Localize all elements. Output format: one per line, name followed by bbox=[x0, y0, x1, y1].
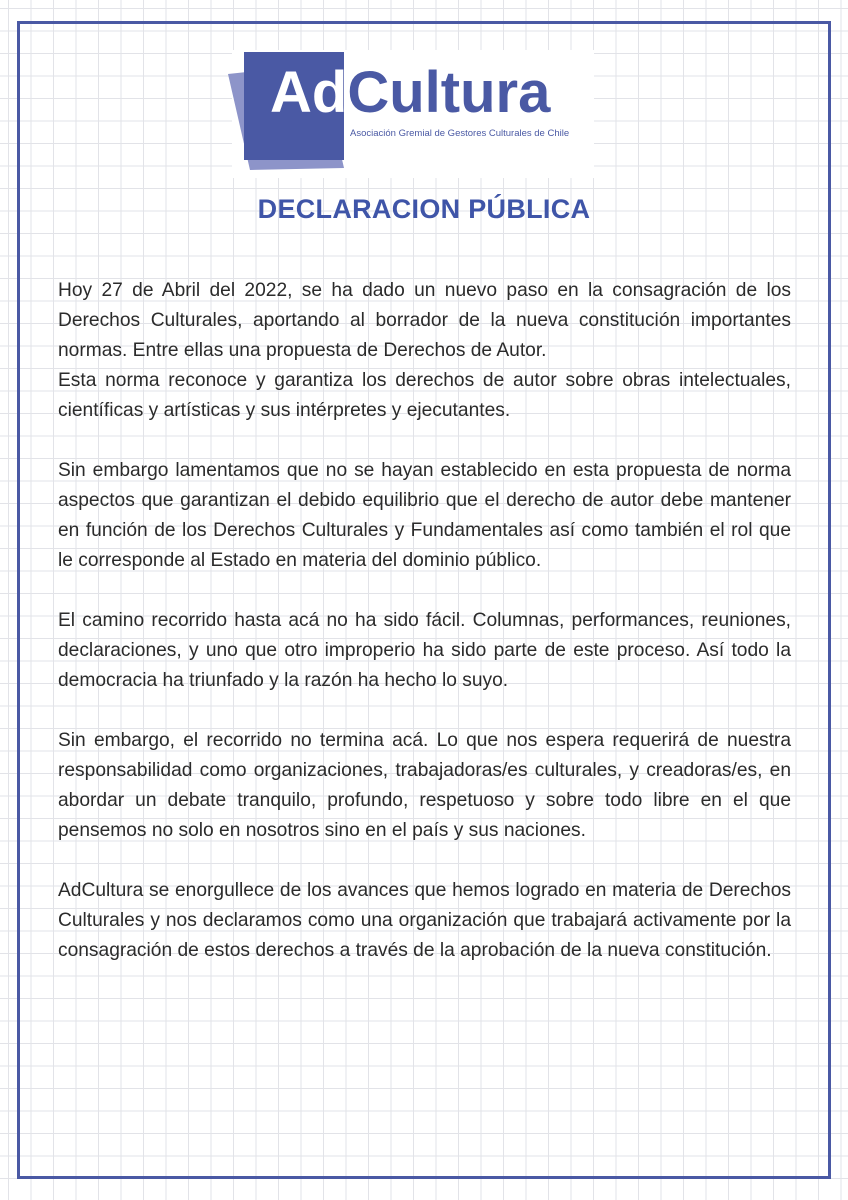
logo-cultura-text: Cultura bbox=[347, 60, 551, 125]
paragraph-text: El camino recorrido hasta acá no ha sido fácil. Columnas, performances, reuniones, declaraciones, y uno que otro improperio ha sido parte de este proceso. Así todo la democracia ha triunfado y la razón ha hecho lo suyo. bbox=[58, 610, 791, 691]
paragraph-5 bbox=[58, 876, 791, 966]
paragraph-text: Sin embargo, el recorrido no termina acá. Lo que nos espera requerirá de nuestra responsabilidad como organizaciones, trabajadoras/es culturales, y creadoras/es, en abordar un debate tranquilo, profundo, respetuoso y sobre todo libre en el que pensemos no solo en nosotros sino en el país y sus naciones. bbox=[58, 730, 791, 841]
logo-ad-text: Ad bbox=[270, 60, 348, 125]
adcultura-logo bbox=[222, 50, 594, 178]
logo-subtitle: Asociación Gremial de Gestores Culturales de Chile bbox=[350, 128, 570, 139]
paragraph-2 bbox=[58, 456, 791, 576]
paragraph-text: AdCultura se enorgullece de los avances que hemos logrado en materia de Derechos Culturales y nos declaramos como una organización que trabajará activamente por la consagración de estos derechos a través de la aprobación de la nueva constitución. bbox=[58, 880, 791, 961]
paragraph-1 bbox=[58, 276, 791, 426]
paragraph-text: Sin embargo lamentamos que no se hayan establecido en esta propuesta de norma aspectos que garantizan el debido equilibrio que el derecho de autor debe mantener en función de los Derechos Culturales y Fundamentales así como también el rol que le corresponde al Estado en materia del dominio público. bbox=[58, 460, 791, 571]
paragraph-4 bbox=[58, 726, 791, 846]
paragraph-3 bbox=[58, 606, 791, 696]
paragraph-text: Hoy 27 de Abril del 2022, se ha dado un nuevo paso en la consagración de los Derechos Culturales, aportando al borrador de la nueva constitución importantes normas. Entre ellas una propuesta de Derechos de Autor. bbox=[58, 280, 791, 361]
declaration-body bbox=[58, 276, 791, 996]
logo-wordmark bbox=[270, 60, 551, 125]
paragraph-text: Esta norma reconoce y garantiza los derechos de autor sobre obras intelectuales, científicas y artísticas y sus intérpretes y ejecutantes. bbox=[58, 370, 791, 421]
page-title: DECLARACION PÚBLICA bbox=[257, 194, 591, 224]
